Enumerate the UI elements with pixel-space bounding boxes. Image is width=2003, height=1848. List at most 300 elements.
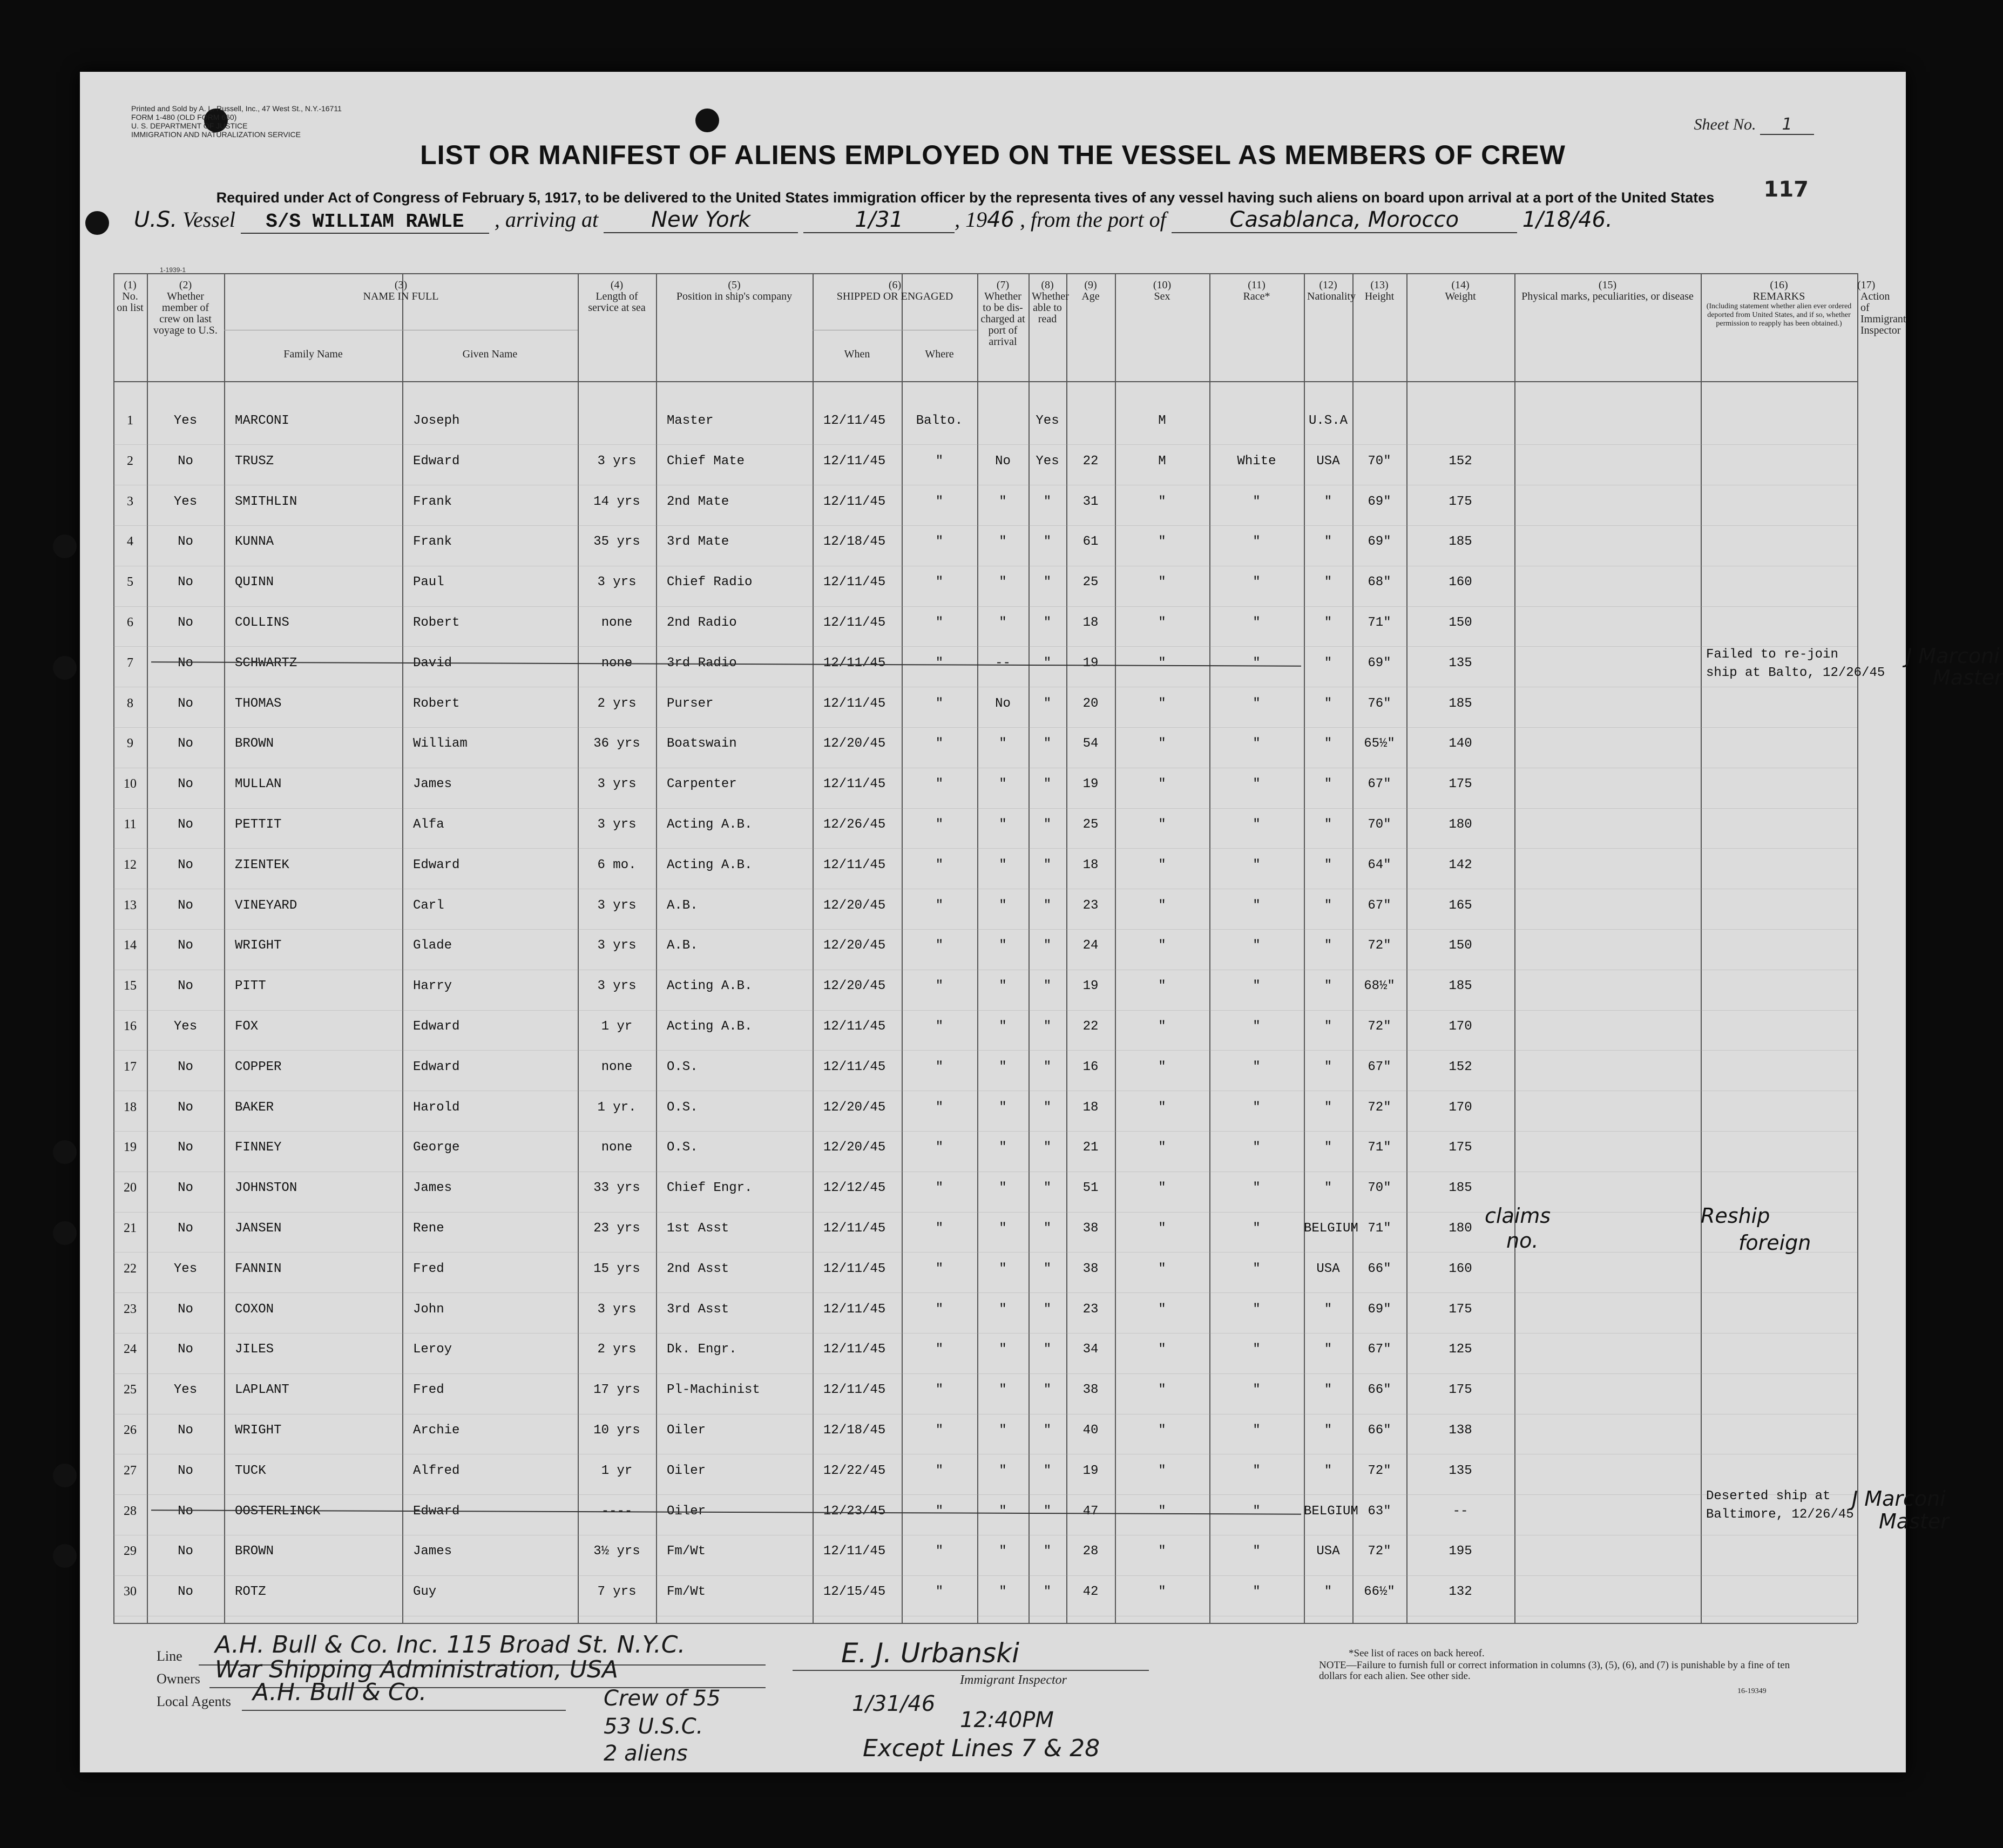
cell-height: 66" [1368, 1261, 1391, 1276]
column-rule [656, 273, 657, 1623]
cell-height: 69" [1368, 1302, 1391, 1317]
cell-family: COPPER [235, 1059, 282, 1074]
cell-given: Fred [413, 1261, 444, 1276]
table-rule [113, 1623, 1857, 1624]
cell-given: Paul [413, 575, 444, 590]
cell-age: 28 [1082, 1544, 1099, 1559]
cell-read: " [1043, 857, 1052, 872]
cell-race: " [1253, 1383, 1261, 1398]
cell-no: 17 [124, 1059, 137, 1074]
cell-age: 54 [1082, 736, 1099, 752]
cell-age: 61 [1082, 534, 1099, 550]
remark-line: Master [1933, 665, 2003, 689]
cell-age: 19 [1082, 655, 1099, 671]
cell-given: John [413, 1302, 444, 1317]
cell-given: Edward [413, 453, 460, 469]
printer-line: Printed and Sold by A. L. Russell, Inc., 47 West St., N.Y.-16711 [131, 104, 342, 113]
cell-when: 12/11/45 [823, 1019, 886, 1034]
cell-family: BAKER [235, 1100, 274, 1115]
cell-last: No [178, 1140, 193, 1155]
header-number: (5) [728, 279, 741, 291]
cell-sex: " [1158, 1463, 1166, 1478]
cell-height: 68½" [1364, 979, 1395, 994]
cell-family: KUNNA [235, 534, 274, 550]
cell-given: Archie [413, 1423, 460, 1438]
cell-read: " [1043, 655, 1052, 671]
cell-no: 18 [124, 1100, 137, 1114]
cell-position: O.S. [667, 1059, 698, 1074]
header-label: Length of service at sea [588, 290, 646, 314]
cell-sex: " [1158, 1342, 1166, 1357]
cell-where: " [935, 1383, 944, 1398]
cell-race: " [1253, 1463, 1261, 1478]
cell-no: 15 [124, 979, 137, 993]
cell-service: 3 yrs [597, 817, 637, 832]
cell-family: ZIENTEK [235, 857, 289, 872]
cell-nat: BELGIUM [1304, 1504, 1358, 1519]
cell-read: " [1043, 777, 1052, 792]
row-rule [113, 1131, 1857, 1132]
cell-height: 76" [1368, 696, 1391, 711]
cell-nat: " [1324, 817, 1332, 832]
cell-height: 65½" [1364, 736, 1395, 752]
cell-last: No [178, 777, 193, 792]
cell-read: " [1043, 1423, 1052, 1438]
owners-label: Owners [157, 1671, 200, 1687]
cell-nat: " [1324, 1181, 1332, 1196]
departure-date: 1/18/46. [1522, 207, 1613, 232]
cell-family: MULLAN [235, 777, 282, 792]
header-number: (2) [179, 279, 192, 291]
header-c15 [1514, 280, 1701, 302]
cell-no: 26 [124, 1423, 137, 1437]
cell-last: No [178, 979, 193, 994]
form-number: 16-19349 [1737, 1687, 1767, 1695]
header-c4 [578, 280, 656, 314]
cell-no: 22 [124, 1261, 137, 1276]
punch-hole [53, 1544, 77, 1568]
form-code: 1-1939-1 [160, 266, 186, 274]
cell-when: 12/11/45 [823, 1342, 886, 1357]
cell-nat: " [1324, 696, 1332, 711]
cell-height: 64" [1368, 857, 1391, 872]
cell-position: Dk. Engr. [667, 1342, 737, 1357]
cell-nat: " [1324, 979, 1332, 994]
cell-disch: " [999, 736, 1007, 752]
row-rule [113, 929, 1857, 930]
departure-port: Casablanca, Morocco [1229, 207, 1459, 232]
cell-service: 17 yrs [593, 1383, 640, 1398]
cell-race: " [1253, 1140, 1261, 1155]
cell-family: BROWN [235, 1544, 274, 1559]
cell-age: 42 [1082, 1585, 1099, 1600]
cell-weight: 125 [1449, 1342, 1472, 1357]
cell-disch: -- [995, 655, 1011, 671]
cell-family: LAPLANT [235, 1383, 289, 1398]
cell-race: " [1253, 1504, 1261, 1519]
header-number: (10) [1153, 279, 1172, 291]
cell-weight: 160 [1449, 575, 1472, 590]
cell-nat: " [1324, 777, 1332, 792]
header-number: (7) [996, 279, 1010, 291]
cell-last: No [178, 1342, 193, 1357]
header-label: Nationality [1307, 290, 1356, 302]
cell-weight: 160 [1449, 1261, 1472, 1276]
cell-position: Oiler [667, 1423, 706, 1438]
cell-race: " [1253, 1261, 1261, 1276]
header-c2 [147, 280, 224, 336]
cell-family: ROTZ [235, 1585, 266, 1600]
row-rule [113, 1575, 1857, 1576]
cell-nat: " [1324, 1100, 1332, 1115]
cell-position: Boatswain [667, 736, 737, 752]
cell-sex: " [1158, 1100, 1166, 1115]
cell-nat: " [1324, 1383, 1332, 1398]
header-c13 [1352, 280, 1406, 302]
header-label: Sex [1154, 290, 1170, 302]
cell-read: Yes [1036, 414, 1059, 428]
cell-disch: " [999, 1019, 1007, 1034]
cell-age: 47 [1082, 1504, 1099, 1519]
cell-position: 3rd Asst [667, 1302, 729, 1317]
cell-disch: " [999, 898, 1007, 913]
cell-sex: " [1158, 1261, 1166, 1276]
cell-service: none [601, 615, 633, 630]
cell-last: Yes [173, 494, 198, 509]
cell-when: 12/11/45 [823, 1383, 886, 1398]
cell-weight: 180 [1449, 1221, 1472, 1236]
header-c9 [1066, 280, 1115, 302]
cell-weight: 152 [1449, 1059, 1472, 1074]
cell-weight: 140 [1449, 736, 1472, 752]
cell-no: 25 [124, 1383, 137, 1397]
cell-weight: 170 [1449, 1100, 1472, 1115]
cell-height: 67" [1368, 1342, 1391, 1357]
cell-service: none [601, 1059, 633, 1074]
row-rule [113, 1050, 1857, 1051]
cell-read: " [1043, 1463, 1052, 1478]
cell-position: 1st Asst [667, 1221, 729, 1236]
cell-weight: 175 [1449, 1140, 1472, 1155]
cell-service: 1 yr [601, 1463, 633, 1478]
cell-service: none [601, 655, 633, 671]
cell-disch: " [999, 1221, 1007, 1236]
cell-no: 20 [124, 1181, 137, 1195]
header-c14 [1406, 280, 1514, 302]
cell-when: 12/11/45 [823, 1221, 886, 1236]
cell-weight: 152 [1449, 453, 1472, 469]
cell-nat: " [1324, 1585, 1332, 1600]
inspection-time: 12:40PM [960, 1708, 1054, 1732]
cell-where: " [935, 1302, 944, 1317]
cell-no: 3 [127, 494, 133, 509]
cell-no: 16 [124, 1019, 137, 1033]
cell-height: 67" [1368, 1059, 1391, 1074]
cell-read: " [1043, 1504, 1052, 1519]
header-label: REMARKS [1752, 290, 1805, 302]
cell-no: 30 [124, 1585, 137, 1599]
cell-when: 12/20/45 [823, 736, 886, 752]
row-rule [113, 646, 1857, 647]
cell-weight: 150 [1449, 938, 1472, 953]
sheet-label: Sheet No. [1694, 116, 1756, 133]
cell-sex: " [1158, 898, 1166, 913]
cell-weight: 142 [1449, 857, 1472, 872]
cell-read: " [1043, 898, 1052, 913]
cell-disch: " [999, 1423, 1007, 1438]
cell-read: " [1043, 817, 1052, 832]
cell-where: " [935, 857, 944, 872]
cell-height: 70" [1368, 453, 1391, 469]
cell-when: 12/11/45 [823, 857, 886, 872]
cell-nat: " [1324, 1302, 1332, 1317]
cell-nat: " [1324, 898, 1332, 913]
crew-table: (1) No. on list (2) Whether member of crew on last voyage to U.S. (3) NAME IN FULL (4) Length of service at sea (5) Position in ship's company (6) SHIPPED OR ENGAGED (7) Whether to be dis-charged at port of arrival (8) Whether able to read (9) Age (10) Sex (11) Race* (12) Nationality (13) Height (14) Weight (15) Physical marks, peculiarities, or disease (16) REMARKS (Including statement whether alien ever ordered deported from United States, and if so, whether permission to reapply has been obtained.) (17) Action of Immigrant Inspector Family Name Given Name When Where 1 Yes MARCONI Joseph Master 12/11/45 Balto. Yes M U.S.A 2 No TRUSZ Edward 3 yrs Chief Mate 12/11/45 " No Yes 22 M White USA 70" 152 3 Yes SMITHLIN Frank 14 yrs 2nd Mate 12/11/45 " " " 31 " " " 69" 175 4 No KUNNA Frank 35 yrs 3rd Mate 12/18/45 " " " 61 " " " 69" 185 5 No QUINN Paul 3 yrs Chief Radio 12/11/45 " " " 25 " " " 68" 160 6 No COLLINS Robert none 2nd Radio 12/11/45 " " " 18 " " " 71" 150 7 No SCHWARTZ David none 3rd Radio 12/11/45 " -- " 19 " " " 69" 135 8 No THOMAS Robert 2 yrs Purser 12/11/45 " No " 20 " " " 76" 185 9 No BROWN William 36 yrs Boatswain 12/20/45 " " " 54 " " " 65½" 140 10 No MULLAN James 3 yrs Carpenter 12/11/45 " " " 19 " " " 67" 175 11 No PETTIT Alfa 3 yrs Acting A.B. 12/26/45 " " " 25 " " " 70" 180 12 No ZIENTEK Edward 6 mo. Acting A.B. 12/11/45 " " " 18 " " " 64" 142 13 No VINEYARD Carl 3 yrs A.B. 12/20/45 " " " 23 " " " 67" 165 14 No WRIGHT Glade 3 yrs A.B. 12/20/45 " " " 24 " " " 72" 150 15 No PITT Harry 3 yrs Acting A.B. 12/20/45 " " " 19 " " " 68½" 185 16 Yes FOX Edward 1 yr Acting A.B. 12/11/45 " " " 22 " " " 72" 170 17 No COPPER Edward none O.S. 12/11/45 " " " 16 " " " 67" 152 18 No BAKER Harold 1 yr. O.S. 12/20/45 " " " 18 " " " 72" 170 19 No FINNEY George none O.S. 12/20/45 " " " 21 " " " 71" 175 20 No JOHNSTON James 33 yrs Chief Engr. 12/12/45 " " " 51 " " " 70" 185 21 No JANSEN Rene 23 yrs 1st Asst 12/11/45 " " " 38 " " BELGIUM 71" 180 22 Yes FANNIN Fred 15 yrs 2nd Asst 12/11/45 " " " 38 " " USA 66" 160 23 No COXON John 3 yrs 3rd Asst 12/11/45 " " " 23 " " " 69" 175 24 No JILES Leroy 2 yrs Dk. Engr. 12/11/45 " " " 34 " " " 67" 125 25 Yes LAPLANT Fred 17 yrs Pl-Machinist 12/11/45 " " " 38 " " " 66" 175 26 No WRIGHT Archie 10 yrs Oiler 12/18/45 " " " 40 " " " 66" 138 27 No TUCK Alfred 1 yr Oiler 12/22/45 " " " 19 " " " 72" 135 28 No OOSTERLINCK Edward ---- Oiler 12/23/45 " " " 47 " " BELGIUM 63" -- 29 No BROWN James 3½ yrs Fm/Wt 12/11/45 " " " 28 " " USA 72" 195 30 No ROTZ Guy 7 yrs Fm/Wt 12/15/45 " " " 42 " " " 66½" 132 Failed to re-join ship at Balto, 12/26/45 J Marconi Master claims no. Reship foreign Deserted ship at Baltimore, 12/26/45 J Marconi Master [113, 273, 1857, 1623]
cell-position: Acting A.B. [667, 857, 753, 872]
remark-line: ship at Balto, 12/26/45 [1706, 665, 1885, 680]
cell-nat: USA [1316, 1544, 1340, 1559]
cell-disch: " [999, 1342, 1007, 1357]
cell-position: Acting A.B. [667, 1019, 753, 1034]
cell-disch: " [999, 494, 1007, 509]
cell-last: No [178, 1504, 193, 1519]
printer-line: IMMIGRATION AND NATURALIZATION SERVICE [131, 130, 301, 139]
document-subtitle: Required under Act of Congress of February 5, 1917, to be delivered to the United States immigration officer by the representa tives of any vessel having such aliens on board upon arrival at a port of the United States [216, 189, 1715, 206]
cell-given: Harold [413, 1100, 460, 1115]
cell-weight: 165 [1449, 898, 1472, 913]
header-label: NAME IN FULL [363, 290, 439, 302]
cell-nat: USA [1316, 453, 1340, 469]
cell-where: " [935, 1544, 944, 1559]
cell-height: 71" [1368, 615, 1391, 630]
cell-given: James [413, 1181, 452, 1196]
cell-disch: " [999, 1140, 1007, 1155]
cell-sex: " [1158, 1544, 1166, 1559]
cell-given: Joseph [413, 414, 460, 428]
crew-note-line: 2 aliens [604, 1741, 688, 1766]
cell-given: Frank [413, 534, 452, 550]
cell-race: " [1253, 817, 1261, 832]
cell-no: 29 [124, 1544, 137, 1559]
cell-race: " [1253, 736, 1261, 752]
header-c6 [813, 280, 977, 302]
header-number: (1) [124, 279, 137, 291]
cell-position: O.S. [667, 1140, 698, 1155]
cell-last: Yes [173, 1383, 198, 1398]
header-number: (12) [1319, 279, 1337, 291]
cell-nat: " [1324, 1463, 1332, 1478]
cell-given: Edward [413, 1019, 460, 1034]
header-label: Whether able to read [1032, 290, 1069, 325]
from-label: , from the port of [1020, 207, 1166, 232]
printer-line: FORM 1-480 (OLD FORM 660) [131, 113, 237, 121]
cell-given: William [413, 736, 468, 752]
table-rule [113, 381, 1857, 382]
cell-read: " [1043, 1585, 1052, 1600]
cell-last: No [178, 1059, 193, 1074]
cell-sex: " [1158, 534, 1166, 550]
cell-family: THOMAS [235, 696, 282, 711]
header-label: Physical marks, peculiarities, or disease [1521, 290, 1694, 302]
cell-family: FANNIN [235, 1261, 282, 1276]
cell-disch: " [999, 777, 1007, 792]
cell-where: " [935, 575, 944, 590]
cell-age: 23 [1082, 898, 1099, 913]
cell-where: " [935, 534, 944, 550]
cell-given: Rene [413, 1221, 444, 1236]
cell-read: " [1043, 1342, 1052, 1357]
cell-no: 9 [127, 736, 133, 751]
cell-when: 12/18/45 [823, 1423, 886, 1438]
cell-family: WRIGHT [235, 1423, 282, 1438]
header-number: (6) [888, 279, 902, 291]
printer-imprint [131, 104, 342, 139]
cell-service: none [601, 1140, 633, 1155]
row-rule [113, 727, 1857, 728]
cell-family: TUCK [235, 1463, 266, 1478]
cell-age: 34 [1082, 1342, 1099, 1357]
cell-where: " [935, 615, 944, 630]
header-number: (9) [1084, 279, 1097, 291]
cell-read: " [1043, 1261, 1052, 1276]
header-label: SHIPPED OR ENGAGED [836, 290, 953, 302]
cell-height: 72" [1368, 1463, 1391, 1478]
cell-when: 12/20/45 [823, 938, 886, 953]
row-rule [113, 1212, 1857, 1213]
cell-disch: " [999, 857, 1007, 872]
subheader-c3a: Family Name [283, 348, 343, 360]
cell-where: " [935, 979, 944, 994]
cell-weight: 138 [1449, 1423, 1472, 1438]
cell-position: O.S. [667, 1100, 698, 1115]
cell-sex: " [1158, 736, 1166, 752]
cell-service: 3 yrs [597, 575, 637, 590]
inspection-date: 1/31/46 [852, 1691, 936, 1716]
punch-hole [53, 534, 77, 558]
cell-height: 69" [1368, 655, 1391, 671]
cell-family: COLLINS [235, 615, 289, 630]
cell-last: No [178, 615, 193, 630]
cell-given: Alfa [413, 817, 444, 832]
cell-race: " [1253, 938, 1261, 953]
cell-weight: 175 [1449, 777, 1472, 792]
cell-last: Yes [173, 1019, 198, 1034]
cell-sex: " [1158, 777, 1166, 792]
cell-no: 28 [124, 1504, 137, 1518]
cell-sex: " [1158, 1585, 1166, 1600]
cell-age: 19 [1082, 1463, 1099, 1478]
header-label: Position in ship's company [676, 290, 793, 302]
row-rule [113, 808, 1857, 809]
header-label: Whether member of crew on last voyage to U.S. [153, 290, 218, 336]
subheader-c6a: When [844, 348, 870, 360]
cell-race: " [1253, 1181, 1261, 1196]
row-rule [113, 606, 1857, 607]
cell-sex: " [1158, 979, 1166, 994]
header-label: Action of Immigrant Inspector [1860, 290, 1906, 336]
cell-height: 72" [1368, 1100, 1391, 1115]
cell-given: Harry [413, 979, 452, 994]
cell-height: 68" [1368, 575, 1391, 590]
cell-sex: " [1158, 1221, 1166, 1236]
cell-disch: " [999, 1100, 1007, 1115]
cell-service: 3 yrs [597, 1302, 637, 1317]
cell-where: " [935, 1221, 944, 1236]
cell-race: " [1253, 1100, 1261, 1115]
cell-read: " [1043, 1140, 1052, 1155]
cell-age: 22 [1082, 453, 1099, 469]
cell-last: No [178, 736, 193, 752]
cell-position: 2nd Radio [667, 615, 737, 630]
cell-weight: 175 [1449, 1383, 1472, 1398]
cell-disch: " [999, 575, 1007, 590]
manifest-sheet [80, 72, 2003, 1772]
cell-position: Acting A.B. [667, 979, 753, 994]
cell-no: 13 [124, 898, 137, 912]
cell-no: 19 [124, 1140, 137, 1155]
cell-sex: " [1158, 1504, 1166, 1519]
cell-position: Master [667, 414, 714, 428]
cell-read: " [1043, 979, 1052, 994]
cell-service: 33 yrs [593, 1181, 640, 1196]
cell-weight: 175 [1449, 1302, 1472, 1317]
cell-position: A.B. [667, 898, 698, 913]
cell-nat: " [1324, 857, 1332, 872]
cell-position: Fm/Wt [667, 1585, 706, 1600]
arriving-port: New York [651, 207, 751, 232]
cell-last: No [178, 1544, 193, 1559]
cell-nat: " [1324, 736, 1332, 752]
cell-last: No [178, 938, 193, 953]
cell-race: " [1253, 1342, 1261, 1357]
cell-service: 10 yrs [593, 1423, 640, 1438]
cell-no: 1 [127, 414, 133, 428]
column-rule [1857, 273, 1858, 1623]
cell-height: 66½" [1364, 1585, 1395, 1600]
cell-last: No [178, 817, 193, 832]
cell-position: Pl-Machinist [667, 1383, 760, 1398]
row-rule [113, 1373, 1857, 1374]
cell-nat: " [1324, 534, 1332, 550]
owners-value: War Shipping Administration, USA [215, 1656, 619, 1683]
cell-age: 21 [1082, 1140, 1099, 1155]
cell-service: 1 yr [601, 1019, 633, 1034]
cell-nat: " [1324, 1019, 1332, 1034]
header-number: (13) [1370, 279, 1389, 291]
inspector-label: Immigrant Inspector [960, 1673, 1067, 1687]
remark-line: Master [1879, 1509, 1949, 1533]
cell-height: 63" [1368, 1504, 1391, 1519]
cell-family: JANSEN [235, 1221, 282, 1236]
line-value: A.H. Bull & Co. Inc. 115 Broad St. N.Y.C. [215, 1631, 686, 1659]
cell-last: No [178, 696, 193, 711]
cell-last: No [178, 1221, 193, 1236]
cell-disch: " [999, 534, 1007, 550]
cell-given: David [413, 655, 452, 671]
cell-family: QUINN [235, 575, 274, 590]
cell-when: 12/23/45 [823, 1504, 886, 1519]
cell-service: 2 yrs [597, 696, 637, 711]
cell-service: 23 yrs [593, 1221, 640, 1236]
cell-last: No [178, 1302, 193, 1317]
cell-family: MARCONI [235, 414, 289, 428]
cell-sex: " [1158, 1383, 1166, 1398]
cell-position: Chief Engr. [667, 1181, 753, 1196]
page-number: 117 [1763, 177, 1809, 202]
cell-service: 1 yr. [597, 1100, 637, 1115]
cell-where: " [935, 494, 944, 509]
cell-race: " [1253, 1585, 1261, 1600]
